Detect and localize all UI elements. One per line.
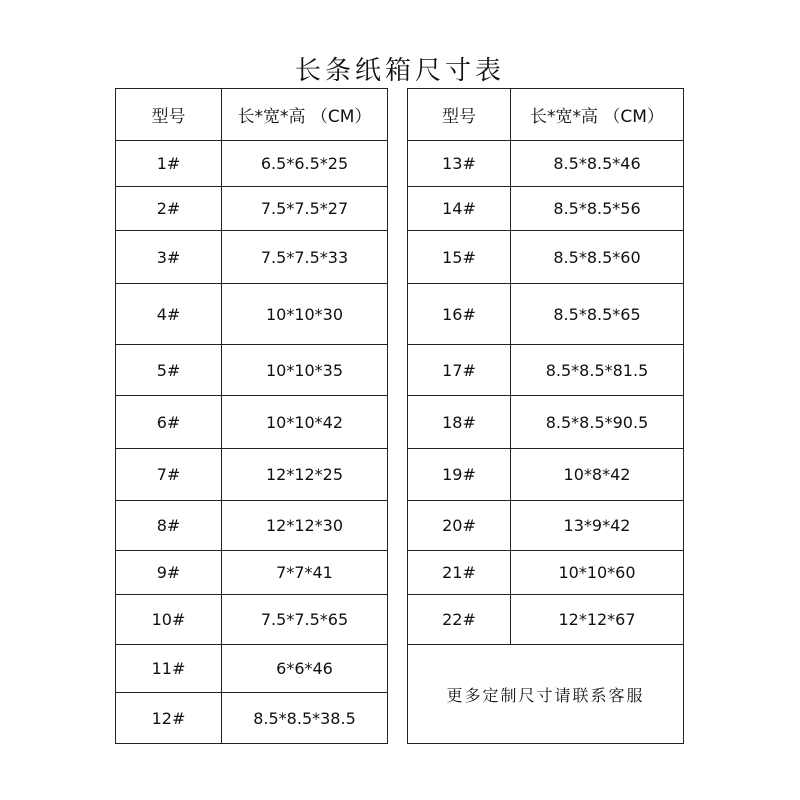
model-cell: 13# [408,141,511,187]
model-cell: 8# [116,501,222,551]
dims-cell: 8.5*8.5*60 [511,231,684,284]
dims-cell: 8.5*8.5*81.5 [511,345,684,396]
table-row [116,231,388,284]
table-row [116,551,388,595]
table-row [408,551,684,595]
model-cell: 20# [408,501,511,551]
model-cell: 3# [116,231,222,284]
header-model: 型号 [116,89,222,141]
dims-cell: 12*12*25 [222,449,388,501]
table-row [116,141,388,187]
table-header-row [116,89,388,141]
model-cell: 21# [408,551,511,595]
size-table [115,88,683,743]
dims-cell: 8.5*8.5*46 [511,141,684,187]
table-row [408,187,684,231]
table-row [116,693,388,744]
model-cell: 15# [408,231,511,284]
table-row [408,501,684,551]
model-cell: 6# [116,396,222,449]
model-cell: 16# [408,284,511,345]
dims-cell: 8.5*8.5*56 [511,187,684,231]
dims-cell: 8.5*8.5*90.5 [511,396,684,449]
model-cell: 4# [116,284,222,345]
dims-cell: 10*10*42 [222,396,388,449]
model-cell: 10# [116,595,222,645]
table-row [116,187,388,231]
model-cell: 12# [116,693,222,744]
dims-cell: 8.5*8.5*38.5 [222,693,388,744]
note-row [408,645,684,744]
size-table-left [115,88,388,744]
table-row [408,396,684,449]
header-dims: 长*宽*高 （CM） [222,89,388,141]
table-row [116,345,388,396]
table-row [408,449,684,501]
size-table-right [407,88,684,744]
dims-cell: 7.5*7.5*33 [222,231,388,284]
table-header-row [408,89,684,141]
dims-cell: 10*10*35 [222,345,388,396]
dims-cell: 7.5*7.5*65 [222,595,388,645]
header-model: 型号 [408,89,511,141]
dims-cell: 8.5*8.5*65 [511,284,684,345]
dims-cell: 13*9*42 [511,501,684,551]
table-row [408,345,684,396]
dims-cell: 7.5*7.5*27 [222,187,388,231]
table-row [408,141,684,187]
table-row [408,231,684,284]
model-cell: 9# [116,551,222,595]
header-dims: 长*宽*高 （CM） [511,89,684,141]
dims-cell: 12*12*67 [511,595,684,645]
model-cell: 11# [116,645,222,693]
model-cell: 7# [116,449,222,501]
dims-cell: 7*7*41 [222,551,388,595]
table-row [408,595,684,645]
model-cell: 14# [408,187,511,231]
table-row [116,449,388,501]
model-cell: 18# [408,396,511,449]
model-cell: 19# [408,449,511,501]
dims-cell: 10*8*42 [511,449,684,501]
dims-cell: 6.5*6.5*25 [222,141,388,187]
dims-cell: 10*10*60 [511,551,684,595]
table-row [116,396,388,449]
model-cell: 1# [116,141,222,187]
model-cell: 22# [408,595,511,645]
table-row [116,645,388,693]
table-row [116,595,388,645]
table-row [116,284,388,345]
dims-cell: 10*10*30 [222,284,388,345]
custom-size-note: 更多定制尺寸请联系客服 [408,645,684,744]
page-title: 长条纸箱尺寸表 [294,56,505,86]
table-row [116,501,388,551]
dims-cell: 12*12*30 [222,501,388,551]
model-cell: 2# [116,187,222,231]
table-row [408,284,684,345]
model-cell: 5# [116,345,222,396]
model-cell: 17# [408,345,511,396]
dims-cell: 6*6*46 [222,645,388,693]
